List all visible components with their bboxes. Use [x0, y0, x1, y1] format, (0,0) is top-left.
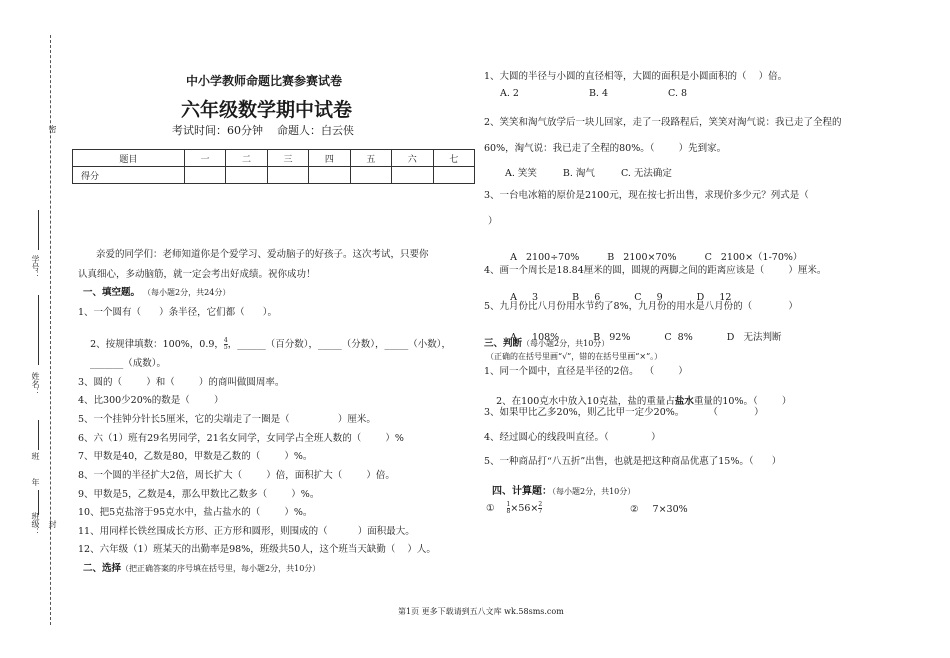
score-cell[interactable]: [309, 167, 350, 184]
option: A. 2: [500, 88, 519, 99]
intro-line-1: 亲爱的同学们：老师知道你是个爱学习、爱动脑子的好孩子。这次考试，只要你: [96, 249, 429, 260]
section1-heading: 一、填空题。: [83, 287, 141, 298]
score-header-cell: 四: [309, 150, 350, 167]
option: A 2100÷70%: [510, 252, 580, 263]
class-blank-1: [38, 420, 39, 450]
score-header-cell: 三: [267, 150, 308, 167]
section1-q2-prefix: 2、按规律填数：100%，0.9，: [90, 339, 224, 350]
name-label: 姓名：: [31, 372, 40, 396]
section1-q9: 9、甲数是5，乙数是4，那么甲数比乙数多（ ）%。: [78, 489, 320, 500]
section1-q8: 8、一个圆的半径扩大2倍，周长扩大（ ）倍，面积扩大（ ）倍。: [78, 470, 395, 481]
fraction: $\frac{1}{8}$: [506, 501, 511, 515]
class-suffix: 班: [31, 452, 40, 460]
section3-q2: 2、在100克水中放入10克盐，盐的重量占盐水重量的10%。（ ）: [496, 396, 792, 407]
section1-note: （每小题2分，共24分）: [143, 288, 231, 297]
section1-q7: 7、甲数是40，乙数是80，甲数是乙数的（ ）%。: [78, 451, 313, 462]
intro-line-2: 认真细心，多动脑筋，就一定会考出好成绩。祝你成功！: [78, 269, 316, 280]
score-table-header-row: [73, 150, 475, 167]
section3-q4: 4、经过圆心的线段叫直径。（ ）: [484, 432, 661, 443]
section1-q5: 5、一个挂钟分针长5厘米，它的尖端走了一圈是（ ）厘米。: [78, 414, 376, 425]
score-header-cell: 二: [226, 150, 267, 167]
section3-heading: 三、判断: [484, 338, 523, 349]
seal-label: 密: [48, 125, 57, 133]
section4-heading-line: [492, 479, 635, 498]
score-cell[interactable]: [350, 167, 391, 184]
option: A 3: [510, 292, 539, 303]
section3-heading-line: [484, 335, 609, 349]
option: B 2100×70%: [607, 252, 677, 263]
section2-q1-options: [500, 88, 687, 99]
section4-item2: ② 7×30%: [630, 504, 688, 515]
option: C. 8: [668, 88, 688, 99]
score-cell[interactable]: [392, 167, 433, 184]
score-header-cell: 五: [350, 150, 391, 167]
section1-q6: 6、六（1）班有29名男同学，21名女同学，女同学占全班人数的（ ）%: [78, 433, 404, 444]
page-footer: 第1页 更多下载请到五八文库 wk.58sms.com: [398, 607, 564, 616]
section2-q4: 4、画一个周长是18.84厘米的圆，圆规的两脚之间的距离应该是（ ）厘米。: [484, 265, 827, 276]
section2-heading: 二、选择: [83, 563, 122, 574]
score-cell[interactable]: [433, 167, 474, 184]
section1-q10: 10、把5克盐溶于95克水中，盐占盐水的（ ）%。: [78, 507, 313, 518]
option: A. 笑笑: [505, 168, 537, 179]
student-id-blank: [38, 210, 39, 250]
option: C 2100×（1-70%）: [704, 252, 803, 263]
score-header-cell: 六: [392, 150, 433, 167]
exam-title: 六年级数学期中试卷: [181, 99, 353, 121]
option: A 108%: [510, 332, 560, 343]
score-header-cell: 一: [184, 150, 225, 167]
name-blank: [38, 295, 39, 365]
option: D 无法判断: [726, 332, 782, 343]
section3-q1: 1、同一个圆中，直径是半径的2倍。 （ ）: [484, 366, 688, 377]
fraction: $\frac{2}{7}$: [538, 501, 543, 515]
section2-q3-line2: ）: [488, 216, 498, 227]
class-label: 班级：: [31, 512, 40, 536]
score-header-cell: 题目: [73, 150, 185, 167]
option: C 9: [634, 292, 663, 303]
section1-q4: 4、比300少20%的数是（ ）: [78, 395, 224, 406]
section2-q1: 1、大圆的半径与小圆的直径相等，大圆的面积是小圆面积的（ ）倍。: [484, 71, 788, 82]
student-id-label: 学号：: [31, 255, 40, 279]
grade-label: 年: [31, 478, 40, 486]
exam-info: 考试时间：60分钟 命题人：白云侠: [172, 124, 354, 137]
section2-q5: 5、九月份比八月份用水节约了8%，九月份的用水是八月份的（ ）: [484, 301, 798, 312]
section3-q5: 5、一种商品打“八五折”出售，也就是把这种商品优惠了15%。（ ）: [484, 456, 782, 467]
option: D 12: [696, 292, 732, 303]
score-header-cell: 七: [433, 150, 474, 167]
section1-q3: 3、圆的（ ）和（ ）的商叫做圆周率。: [78, 377, 285, 388]
seal-label-2: 封: [48, 520, 57, 528]
section2-note: （把正确答案的序号填在括号里，每小题2分，共10分）: [121, 564, 321, 573]
section1-q2-cont: _______（成数）。: [90, 358, 167, 369]
section4-item1: ① $\frac{1}{8}$ ×56× $\frac{2}{7}$: [486, 501, 543, 515]
option: B 6: [572, 292, 601, 303]
binding-line: [50, 35, 51, 625]
option: B 92%: [593, 332, 631, 343]
section4-heading: 四、计算题：: [492, 486, 552, 497]
option: B. 淘气: [562, 168, 595, 179]
score-table: [72, 149, 475, 184]
section2-q3-line1: 3、一台电冰箱的原价是2100元，现在按七折出售，求现价多少元？列式是（: [484, 190, 809, 201]
score-cell[interactable]: [267, 167, 308, 184]
section4-note: （每小题2分，共10分）: [552, 487, 636, 496]
section3-instruction: （正确的在括号里画“√”，错的在括号里画“×”。）: [486, 352, 663, 361]
section1-q1: 1、一个圆有（ ）条半径，它们都（ ）。: [78, 307, 278, 318]
exam-subtitle: 中小学教师命题比赛参赛试卷: [186, 74, 343, 88]
section2-heading-line: [83, 560, 320, 574]
score-cell[interactable]: [184, 167, 225, 184]
section3-q3: 3、如果甲比乙多20%，则乙比甲一定少20%。 （ ）: [484, 407, 764, 418]
section2-q2-line2: 60%，淘气说：我已走了全程的80%。（ ）先到家。: [484, 143, 727, 154]
option: B. 4: [588, 88, 609, 99]
score-cell[interactable]: [226, 167, 267, 184]
score-table-score-row: [73, 167, 475, 184]
section2-q2-line1: 2、笑笑和淘气放学后一块儿回家，走了一段路程后，笑笑对淘气说：我已走了全程的: [484, 117, 842, 128]
score-label-cell: 得分: [73, 167, 185, 184]
option: C 8%: [664, 332, 693, 343]
section1-q11: 11、用同样长铁丝围成长方形、正方形和圆形，则围成的（ ）面积最大。: [78, 526, 415, 537]
fraction: $\frac{4}{5}$: [223, 337, 228, 351]
section3-note: （每小题2分，共10分）: [522, 339, 610, 348]
section1-q2-suffix: ，______（百分数），_____（分数），_____（小数），: [227, 339, 451, 350]
option: C. 无法确定: [620, 168, 672, 179]
section1-q12: 12、六年级（1）班某天的出勤率是98%，班级共50人，这个班当天缺勤（ ）人。: [78, 544, 436, 555]
section2-q2-options: [505, 165, 672, 179]
section1-heading-line: [83, 284, 230, 298]
